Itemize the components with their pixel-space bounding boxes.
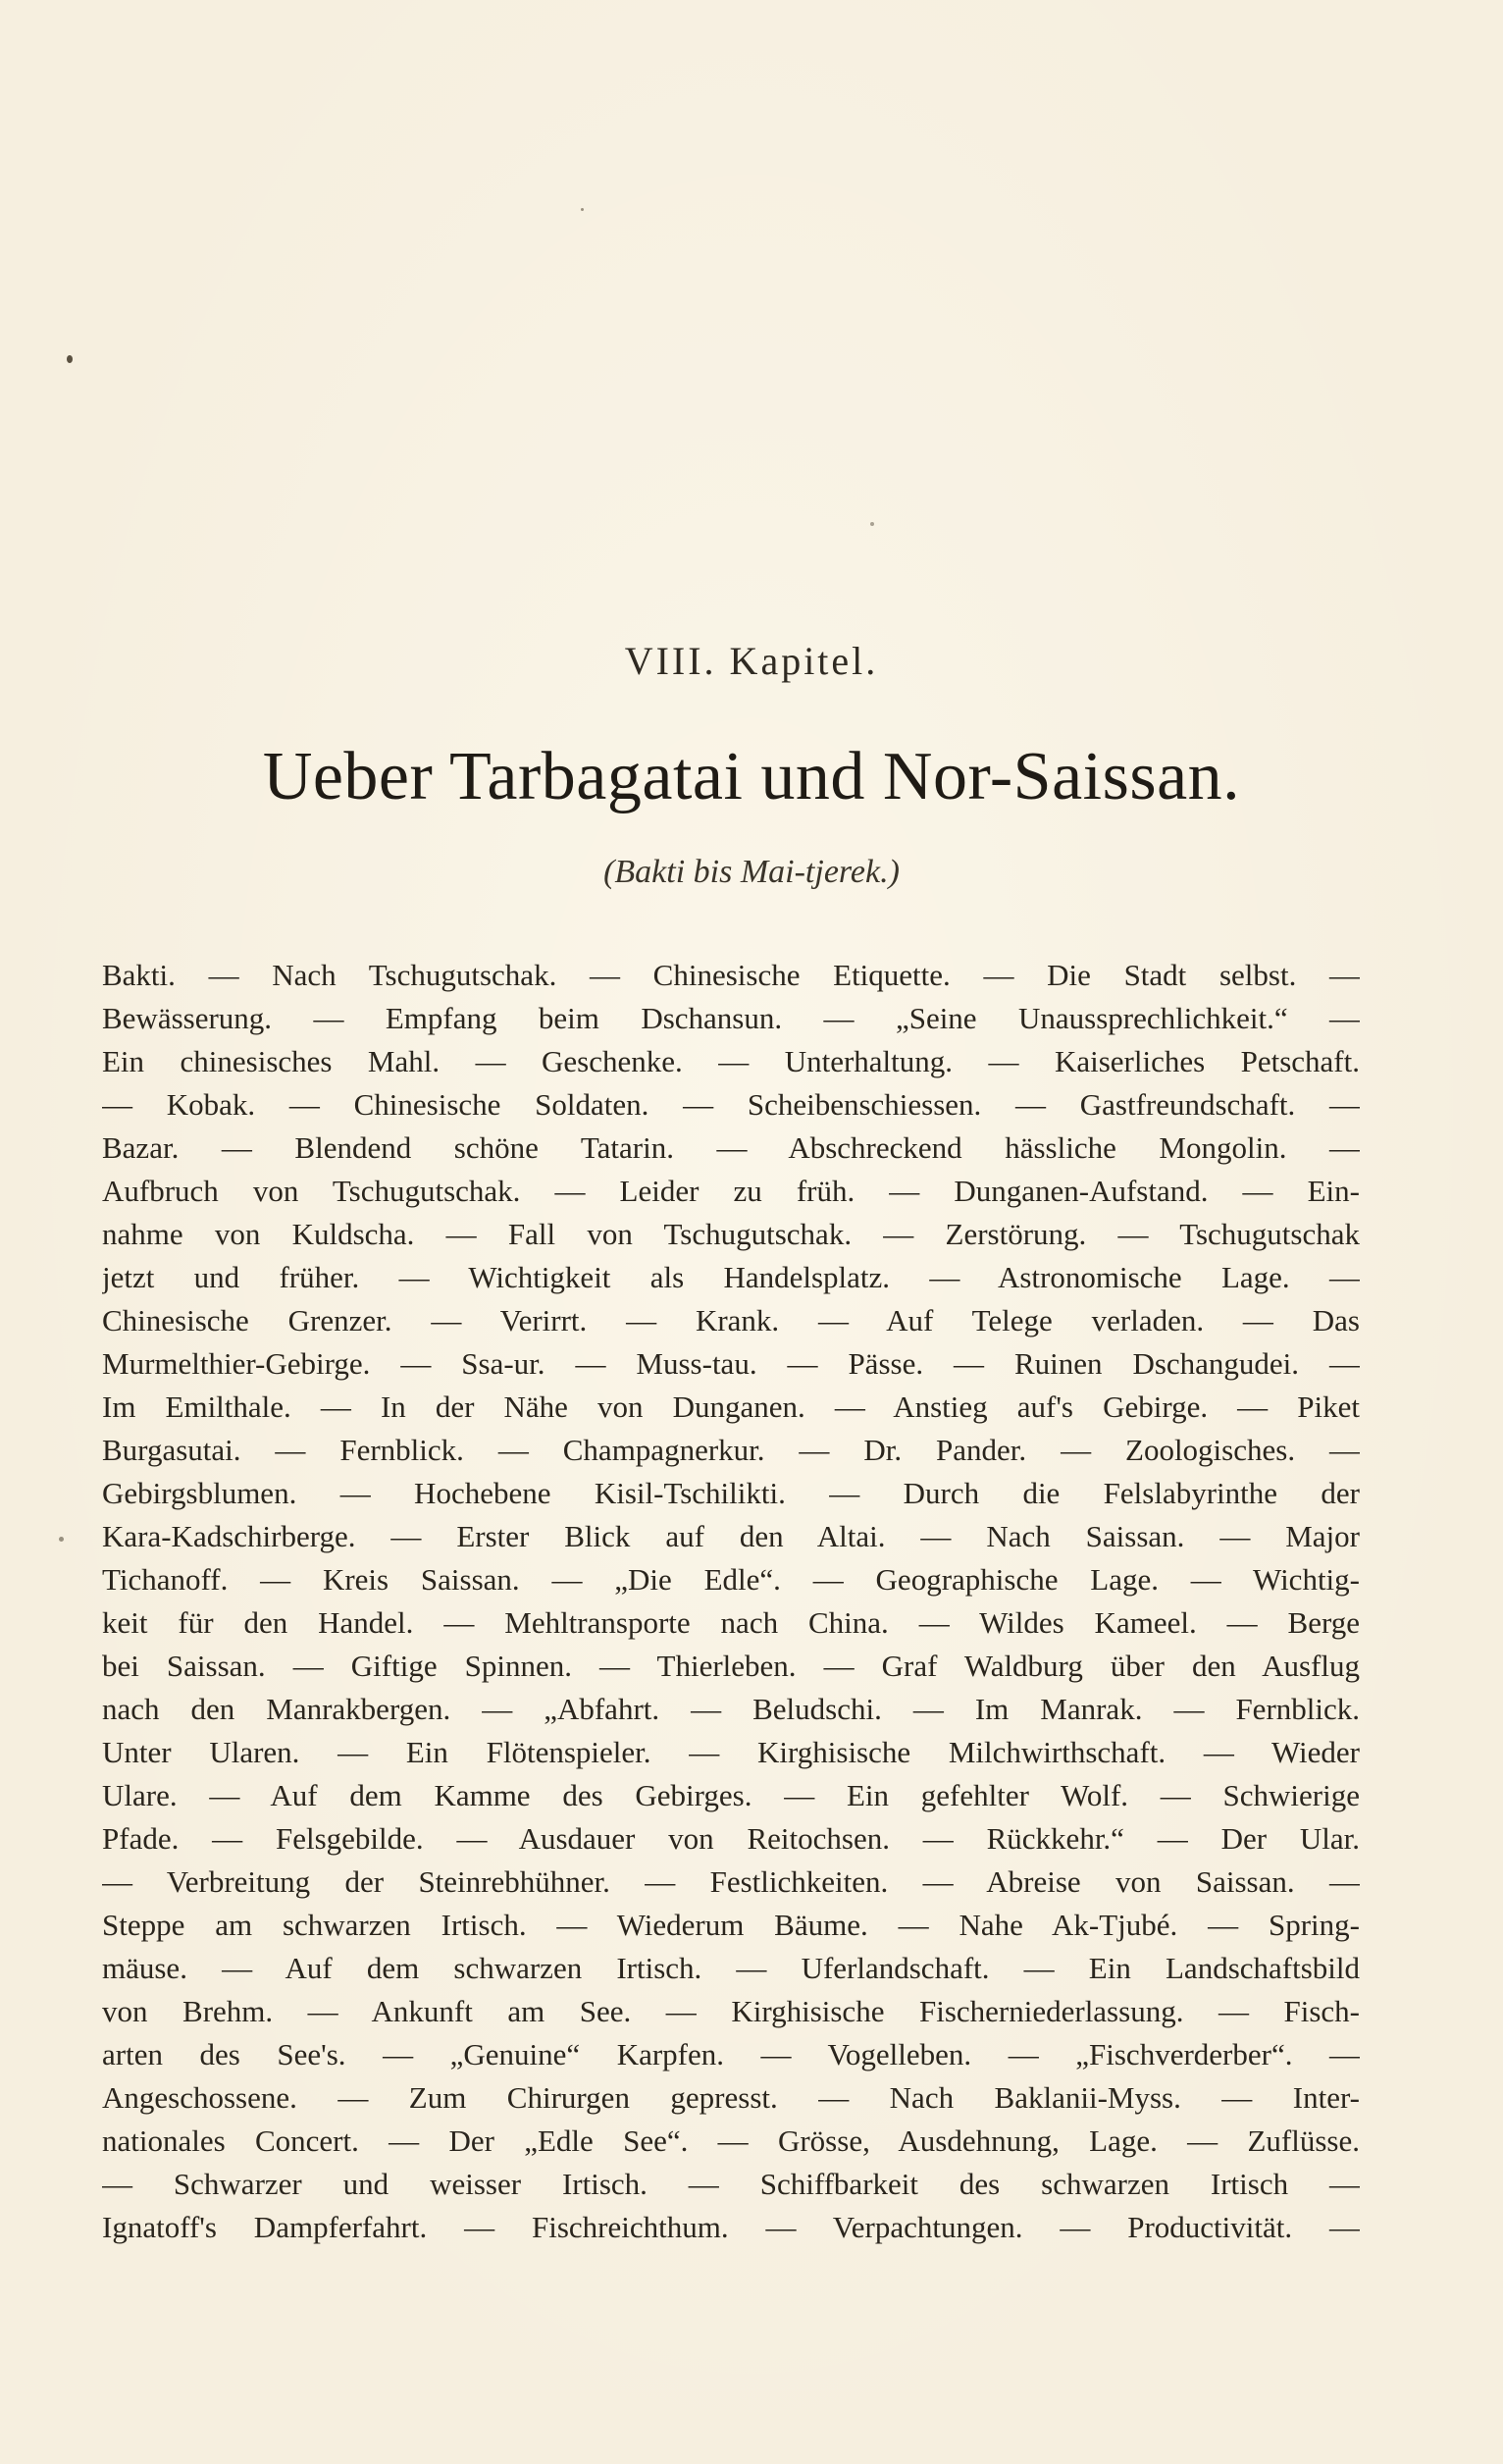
chapter-subtitle: (Bakti bis Mai-tjerek.)	[603, 854, 900, 890]
summary-line: arten des See's. — „Genuine“ Karpfen. — Vogelleben. — „Fischverderber“. —	[102, 2037, 1360, 2071]
summary-line: Pfade. — Felsgebilde. — Ausdauer von Reitochsen. — Rückkehr.“ — Der Ular.	[102, 1821, 1360, 1856]
summary-line: Chinesische Grenzer. — Verirrt. — Krank. — Auf Telege verladen. — Das	[102, 1303, 1360, 1337]
summary-line: — Verbreitung der Steinrebhühner. — Festlichkeiten. — Abreise von Saissan. —	[102, 1864, 1360, 1899]
summary-line: mäuse. — Auf dem schwarzen Irtisch. — Uferlandschaft. — Ein Landschaftsbild	[102, 1951, 1360, 1985]
summary-line: Bewässerung. — Empfang beim Dschansun. — „Seine Unaussprechlichkeit.“ —	[102, 1001, 1360, 1035]
summary-line: nach den Manrakbergen. — „Abfahrt. — Beludschi. — Im Manrak. — Fernblick.	[102, 1692, 1360, 1726]
chapter-summary	[102, 954, 1360, 2249]
summary-line: — Kobak. — Chinesische Soldaten. — Scheibenschiessen. — Gastfreundschaft. —	[102, 1087, 1360, 1122]
summary-line: Tichanoff. — Kreis Saissan. — „Die Edle“. — Geographische Lage. — Wichtig-	[102, 1562, 1360, 1597]
summary-line: jetzt und früher. — Wichtigkeit als Handelsplatz. — Astronomische Lage. —	[102, 1260, 1360, 1294]
summary-line: nationales Concert. — Der „Edle See“. — Grösse, Ausdehnung, Lage. — Zuflüsse.	[102, 2123, 1360, 2158]
chapter-heading: VIII. Kapitel.	[624, 639, 879, 683]
summary-line: Ein chinesisches Mahl. — Geschenke. — Unterhaltung. — Kaiserliches Petschaft.	[102, 1044, 1360, 1078]
ink-speck	[67, 355, 73, 363]
summary-line: Ulare. — Auf dem Kamme des Gebirges. — Ein gefehlter Wolf. — Schwierige	[102, 1778, 1360, 1812]
summary-line: Burgasutai. — Fernblick. — Champagnerkur. — Dr. Pander. — Zoologisches. —	[102, 1433, 1360, 1467]
summary-line: — Schwarzer und weisser Irtisch. — Schiffbarkeit des schwarzen Irtisch —	[102, 2167, 1360, 2201]
summary-line: Im Emilthale. — In der Nähe von Dunganen. — Anstieg auf's Gebirge. — Piket	[102, 1389, 1360, 1424]
summary-line: nahme von Kuldscha. — Fall von Tschugutschak. — Zerstörung. — Tschugutschak	[102, 1217, 1360, 1251]
summary-line: Kara-Kadschirberge. — Erster Blick auf den Altai. — Nach Saissan. — Major	[102, 1519, 1360, 1553]
ink-speck	[581, 208, 584, 211]
summary-line: Steppe am schwarzen Irtisch. — Wiederum Bäume. — Nahe Ak-Tjubé. — Spring-	[102, 1908, 1360, 1942]
summary-line: keit für den Handel. — Mehltransporte nach China. — Wildes Kameel. — Berge	[102, 1605, 1360, 1640]
summary-line: Gebirgsblumen. — Hochebene Kisil-Tschilikti. — Durch die Felslabyrinthe der	[102, 1476, 1360, 1510]
ink-speck	[59, 1537, 64, 1542]
summary-line: Murmelthier-Gebirge. — Ssa-ur. — Muss-tau. — Pässe. — Ruinen Dschangudei. —	[102, 1346, 1360, 1381]
summary-line: Unter Ularen. — Ein Flötenspieler. — Kirghisische Milchwirthschaft. — Wieder	[102, 1735, 1360, 1769]
summary-line: von Brehm. — Ankunft am See. — Kirghisische Fischerniederlassung. — Fisch-	[102, 1994, 1360, 2028]
chapter-title: Ueber Tarbagatai und Nor-Saissan.	[262, 739, 1241, 814]
ink-speck	[870, 522, 874, 526]
summary-line: Bazar. — Blendend schöne Tatarin. — Abschreckend hässliche Mongolin. —	[102, 1130, 1360, 1165]
summary-line: bei Saissan. — Giftige Spinnen. — Thierleben. — Graf Waldburg über den Ausflug	[102, 1649, 1360, 1683]
summary-line: Aufbruch von Tschugutschak. — Leider zu früh. — Dunganen-Aufstand. — Ein-	[102, 1174, 1360, 1208]
summary-line: Bakti. — Nach Tschugutschak. — Chinesische Etiquette. — Die Stadt selbst. —	[102, 958, 1360, 992]
summary-line: Ignatoff's Dampferfahrt. — Fischreichthum. — Verpachtungen. — Productivität. —	[102, 2210, 1360, 2244]
summary-line: Angeschossene. — Zum Chirurgen gepresst. — Nach Baklanii-Myss. — Inter-	[102, 2080, 1360, 2115]
